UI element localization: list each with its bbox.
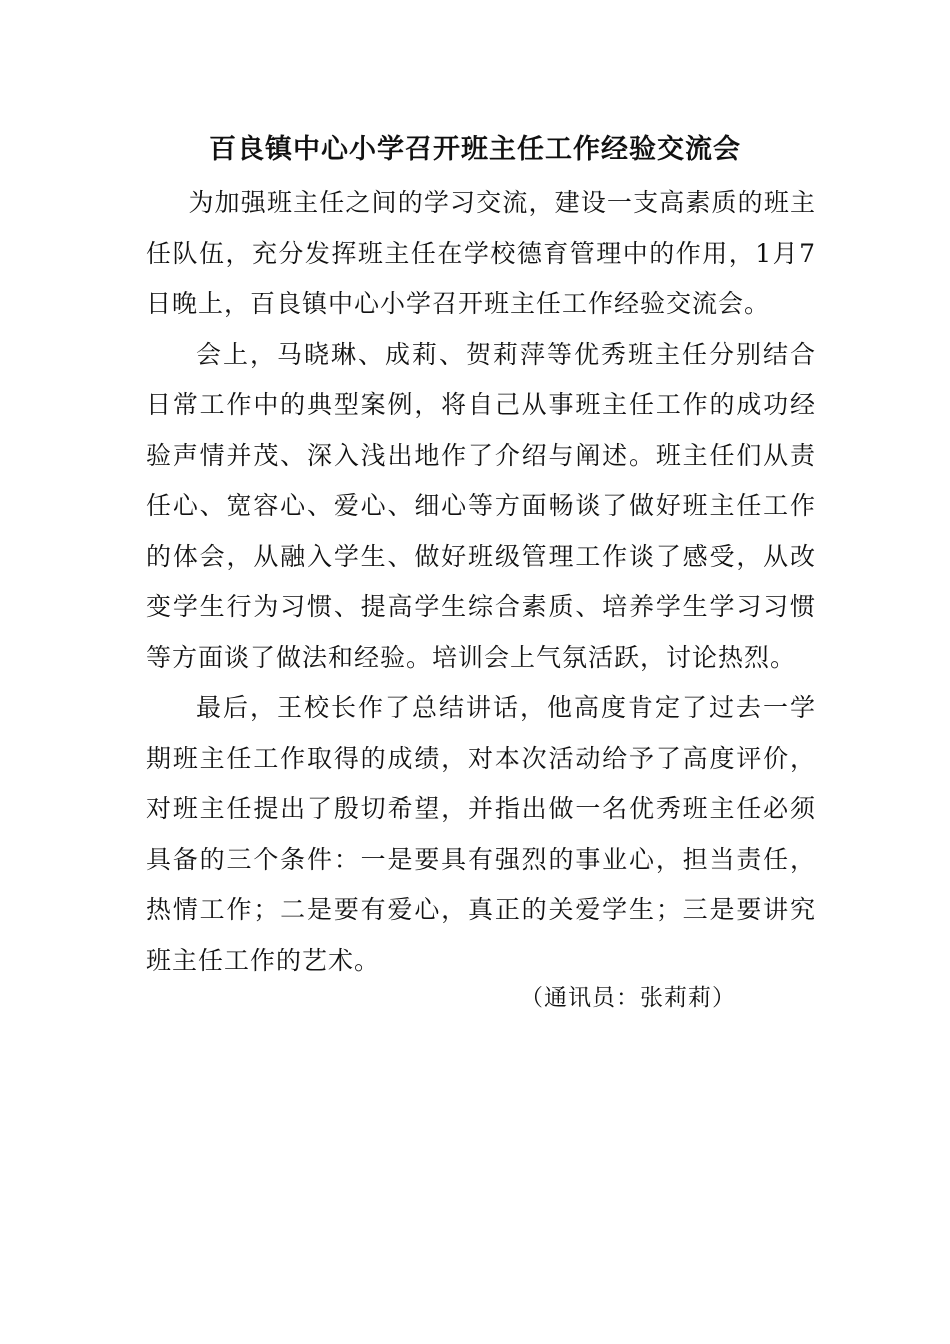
article-body (146, 178, 816, 986)
correspondent-byline: （通讯员：张莉莉） (520, 985, 736, 1011)
paragraph-meeting: 会上，马晓琳、成莉、贺莉萍等优秀班主任分别结合日常工作中的典型案例，将自己从事班主任工作的成功经验声情并茂、深入浅出地作了介绍与阐述。班主任们从责任心、宽容心、爱心、细心等方面畅谈了做好班主任工作的体会，从融入学生、做好班级管理工作谈了感受，从改变学生行为习惯、提高学生综合素质、培养学生学习习惯等方面谈了做法和经验。培训会上气氛活跃，讨论热烈。 (146, 339, 816, 672)
paragraph-summary: 最后，王校长作了总结讲话，他高度肯定了过去一学期班主任工作取得的成绩，对本次活动给予了高度评价，对班主任提出了殷切希望，并指出做一名优秀班主任必须具备的三个条件：一是要具有强烈的事业心，担当责任，热情工作；二是要有爱心，真正的关爱学生；三是要讲究班主任工作的艺术。 (146, 693, 816, 975)
document-title: 百良镇中心小学召开班主任工作经验交流会 (209, 134, 741, 165)
paragraph-intro: 为加强班主任之间的学习交流，建设一支高素质的班主任队伍，充分发挥班主任在学校德育管理中的作用，1月7日晚上，百良镇中心小学召开班主任工作经验交流会。 (146, 188, 816, 318)
